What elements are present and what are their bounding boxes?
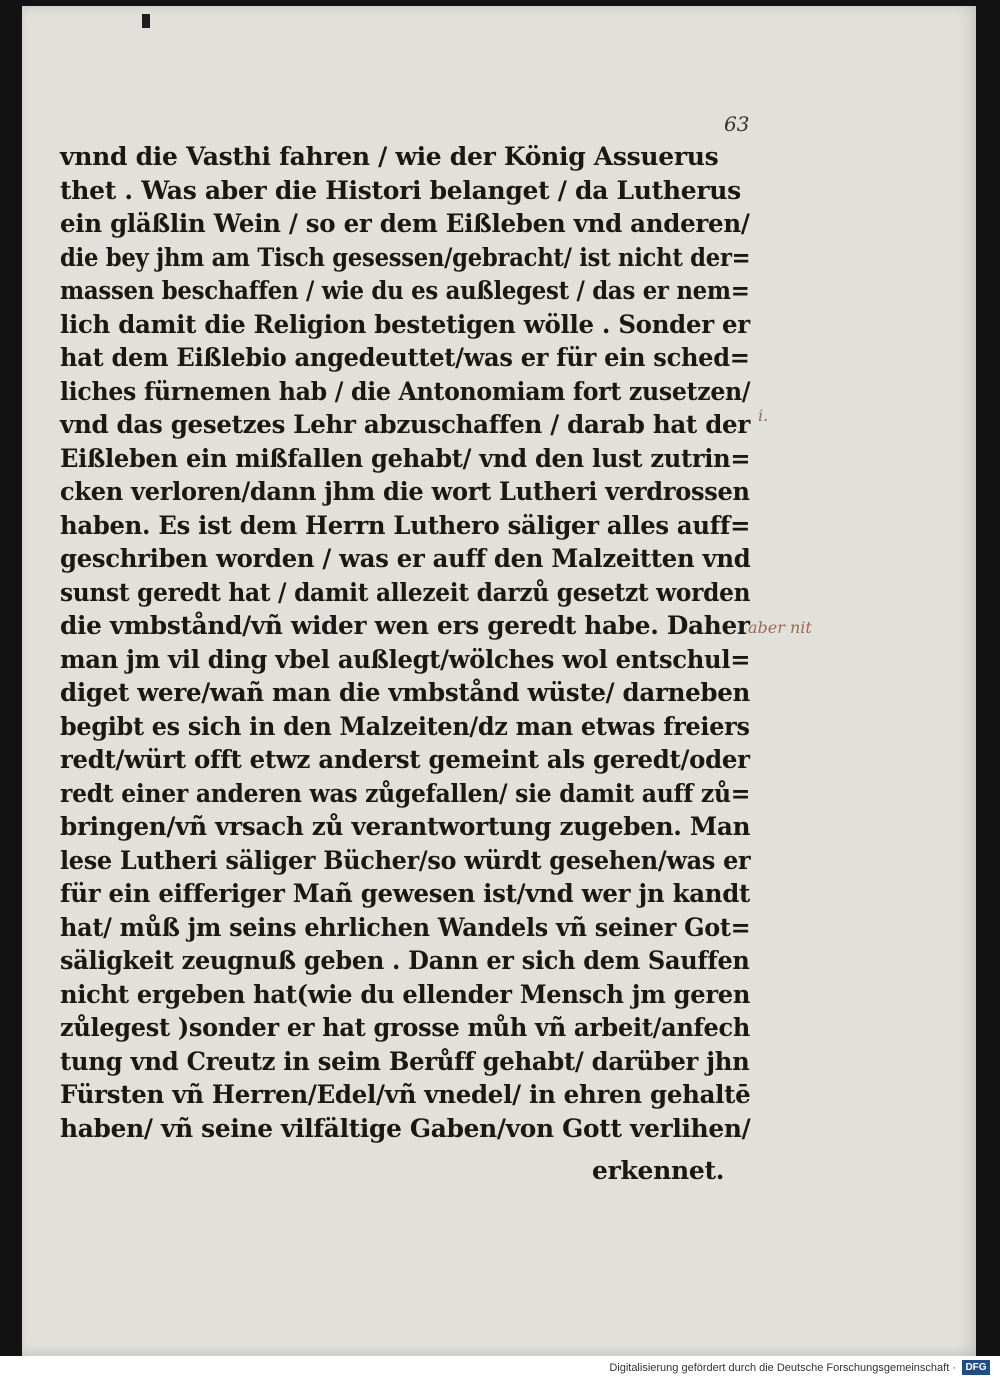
text-line: zůlegest )sonder er hat grosse můh vñ arbeit/anfech — [60, 1013, 751, 1042]
text-line: redt/würt offt etwz anderst gemeint als geredt/oder — [60, 745, 750, 774]
text-line: thet . Was aber die Histori belanget / da Lutherus — [60, 176, 741, 205]
text-line: man jm vil ding vbel außlegt/wölches wol entschul= — [60, 645, 751, 674]
text-line: bringen/vñ vrsach zů verantwortung zugeben. Man — [60, 812, 751, 841]
ink-smudge — [142, 14, 150, 28]
text-line: vnnd die Vasthi fahren / wie der König Assuerus — [60, 142, 719, 171]
margin-note: i. — [758, 406, 769, 425]
text-line: haben/ vñ seine vilfältige Gaben/von Gott verlihen/ — [60, 1114, 751, 1143]
text-line: cken verloren/dann jhm die wort Lutheri verdrossen — [60, 477, 750, 506]
text-line: redt einer anderen was zůgefallen/ sie damit auff zů= — [60, 779, 751, 808]
text-line: sunst geredt hat / damit allezeit darzů gesetzt worden — [60, 578, 751, 607]
text-line: massen beschaffen / wie du es außlegest / das er nem= — [60, 276, 750, 305]
catchword: erkennet. — [592, 1156, 725, 1185]
book-page — [22, 6, 976, 1356]
dfg-logo: DFG — [962, 1360, 990, 1375]
text-line: für ein eifferiger Mañ gewesen ist/vnd wer jn kandt — [60, 879, 751, 908]
text-line: ein gläßlin Wein / so er dem Eißleben vnd anderen/ — [60, 209, 750, 238]
footer-bar — [0, 1356, 1000, 1380]
margin-note: aber nit — [748, 618, 812, 637]
text-line: Fürsten vñ Herren/Edel/vñ vnedel/ in ehren gehaltē — [60, 1080, 751, 1109]
text-line: lich damit die Religion bestetigen wölle . Sonder er — [60, 310, 750, 339]
text-line: vnd das gesetzes Lehr abzuschaffen / darab hat der — [60, 410, 750, 439]
text-line: begibt es sich in den Malzeiten/dz man etwas freiers — [60, 712, 750, 741]
text-line: liches fürnemen hab / die Antonomiam fort zusetzen/ — [60, 377, 751, 406]
text-line: die vmbstånd/vñ wider wen ers geredt habe. Daher — [60, 611, 750, 640]
funding-credit: Digitalisierung gefördert durch die Deutsche Forschungsgemeinschaft · — [609, 1362, 956, 1374]
text-line: haben. Es ist dem Herrn Luthero säliger alles auff= — [60, 511, 751, 540]
text-line: die bey jhm am Tisch gesessen/gebracht/ ist nicht der= — [60, 243, 751, 272]
text-line: hat/ můß jm seins ehrlichen Wandels vñ seiner Got= — [60, 913, 751, 942]
text-line: Eißleben ein mißfallen gehabt/ vnd den lust zutrin= — [60, 444, 751, 473]
text-line: lese Lutheri säliger Bücher/so würdt gesehen/was er — [60, 846, 751, 875]
text-line: nicht ergeben hat(wie du ellender Mensch jm geren — [60, 980, 751, 1009]
text-line: säligkeit zeugnuß geben . Dann er sich dem Sauffen — [60, 946, 750, 975]
text-line: geschriben worden / was er auff den Malzeitten vnd — [60, 544, 751, 573]
page-number: 63 — [724, 112, 750, 136]
text-line: diget were/wañ man die vmbstånd wüste/ darneben — [60, 678, 751, 707]
text-line: tung vnd Creutz in seim Berůff gehabt/ darüber jhn — [60, 1047, 750, 1076]
text-line: hat dem Eißlebio angedeuttet/was er für ein sched= — [60, 343, 750, 372]
